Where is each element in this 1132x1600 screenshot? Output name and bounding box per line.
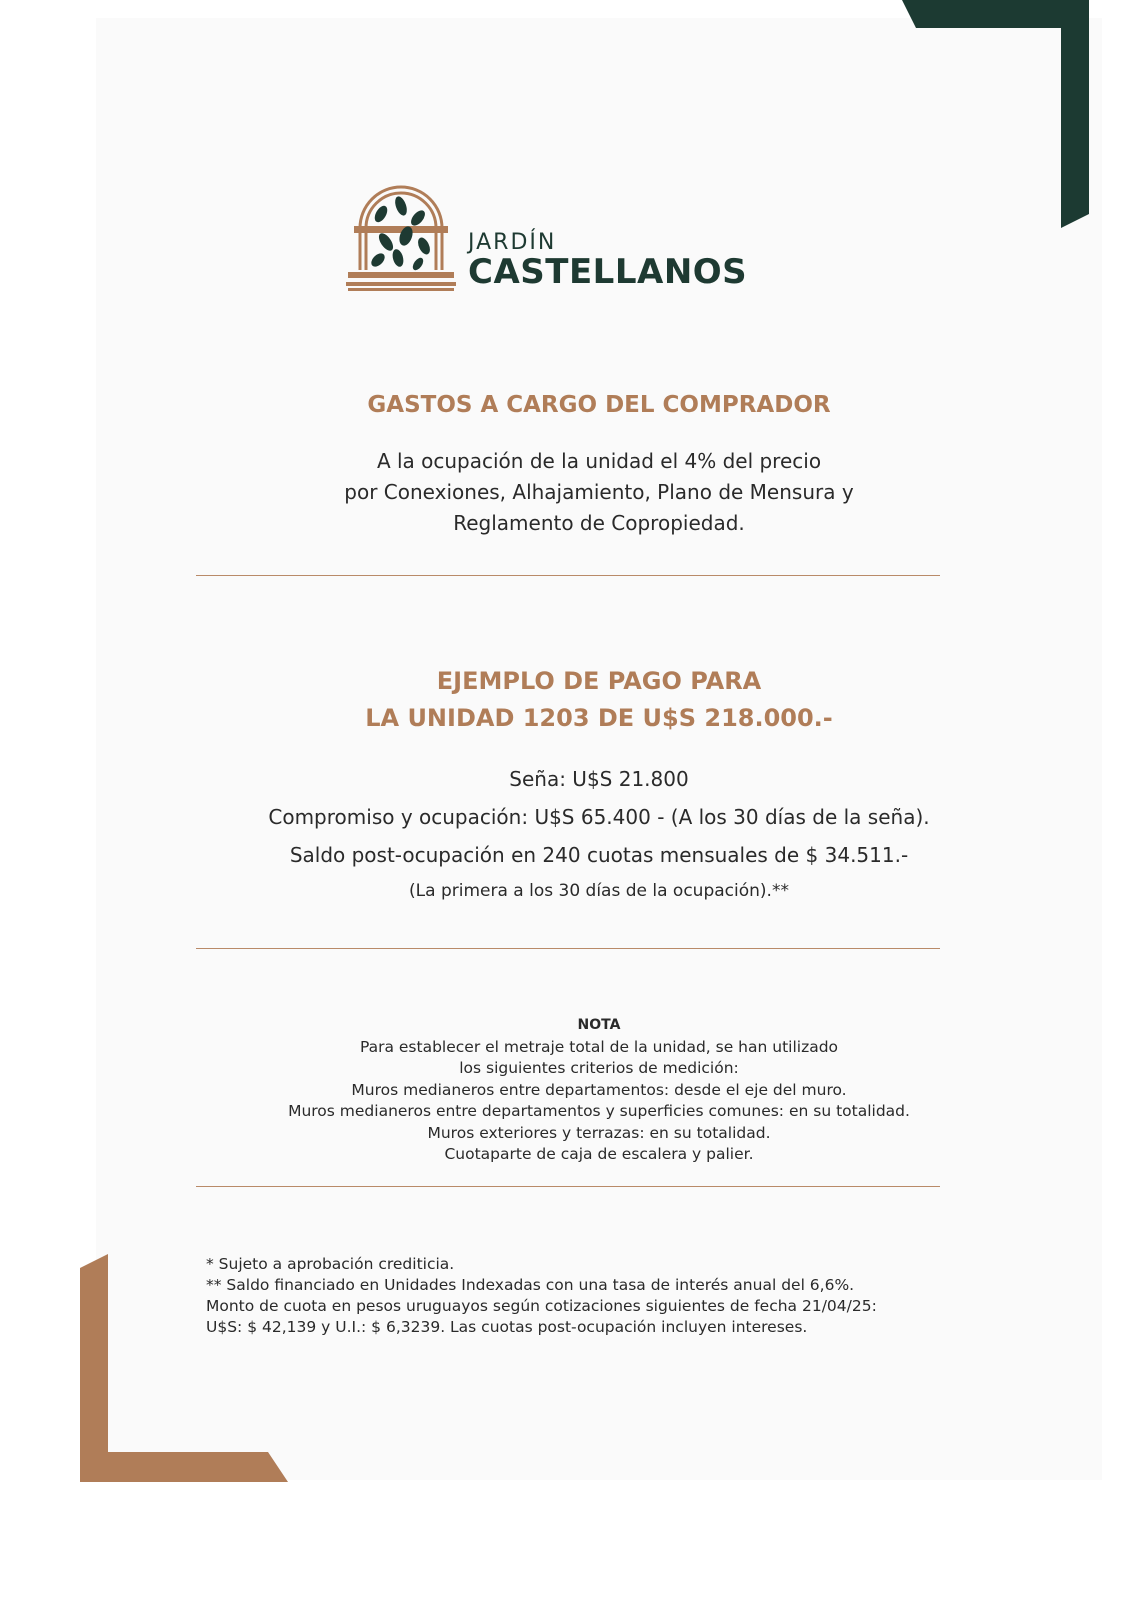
payment-example <box>96 760 1102 908</box>
gastos-text <box>96 446 1102 539</box>
footnote: U$S: $ 42,139 y U.I.: $ 6,3239. Las cuotas post-ocupación incluyen intereses. <box>206 1318 808 1336</box>
gastos-line: por Conexiones, Alhajamiento, Plano de Mensura y <box>344 480 854 504</box>
nota-title: NOTA <box>577 1017 621 1033</box>
arch-window-icon <box>346 176 456 296</box>
compromiso-line: Compromiso y ocupación: U$S 65.400 - (A los 30 días de la seña). <box>268 805 930 829</box>
corner-bracket-top-right <box>902 0 1112 236</box>
footnote: Monto de cuota en pesos uruguayos según cotizaciones siguientes de fecha 21/04/25: <box>206 1297 877 1315</box>
divider <box>196 575 940 576</box>
nota-block <box>96 1015 1102 1166</box>
gastos-line: A la ocupación de la unidad el 4% del precio <box>376 449 822 473</box>
brand-line-2: CASTELLANOS <box>468 252 748 292</box>
nota-line: Cuotaparte de caja de escalera y palier. <box>444 1145 754 1163</box>
nota-line: Muros medianeros entre departamentos: desde el eje del muro. <box>351 1080 847 1099</box>
footnotes <box>206 1254 966 1338</box>
ejemplo-title-line-1: EJEMPLO DE PAGO PARA <box>436 667 762 695</box>
nota-line: Muros exteriores y terrazas: en su totalidad. <box>427 1123 771 1142</box>
sena-line: Seña: U$S 21.800 <box>509 767 689 791</box>
nota-line: los siguientes criterios de medición: <box>459 1059 739 1077</box>
ejemplo-title-line-2: LA UNIDAD 1203 DE U$S 218.000.- <box>365 704 833 732</box>
footnote: * Sujeto a aprobación crediticia. <box>206 1255 455 1273</box>
divider <box>196 948 940 949</box>
ejemplo-title <box>96 663 1102 737</box>
nota-line: Muros medianeros entre departamentos y superficies comunes: en su totalidad. <box>288 1102 910 1120</box>
saldo-line: Saldo post-ocupación en 240 cuotas mensuales de $ 34.511.- <box>289 843 909 867</box>
primera-cuota-note: (La primera a los 30 días de la ocupación).** <box>409 881 789 901</box>
footnote: ** Saldo financiado en Unidades Indexadas con una tasa de interés anual del 6,6%. <box>206 1276 855 1294</box>
nota-line: Para establecer el metraje total de la unidad, se han utilizado <box>359 1037 839 1056</box>
brand-logo <box>346 176 796 296</box>
gastos-title: GASTOS A CARGO DEL COMPRADOR <box>367 392 831 418</box>
divider <box>196 1186 940 1187</box>
brand-line-1: JARDÍN <box>468 230 557 255</box>
gastos-line: Reglamento de Copropiedad. <box>453 511 745 535</box>
